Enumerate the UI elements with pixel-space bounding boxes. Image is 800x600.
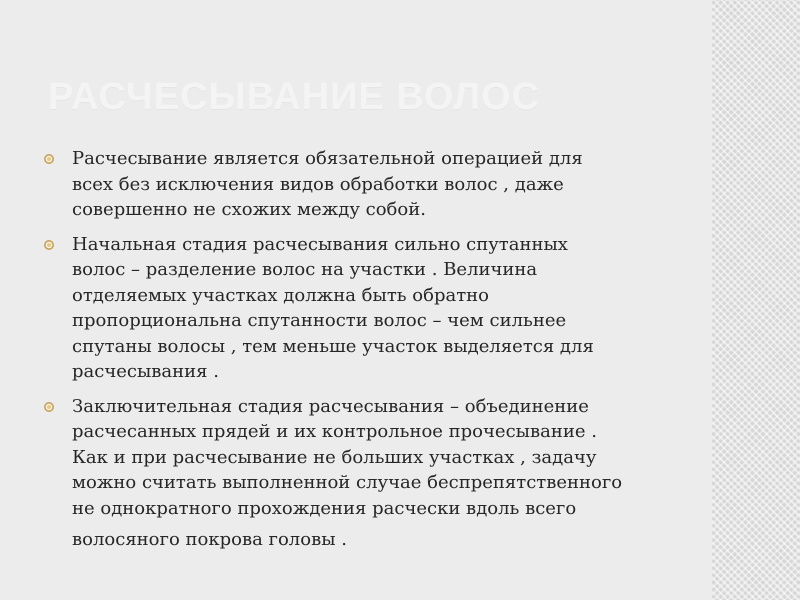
bullet-line: не однократного прохождения расчески вдоль всего (72, 497, 577, 519)
bullet-item (42, 232, 702, 385)
bullet-line: расчесанных прядей и их контрольное прочесывание . (72, 421, 597, 442)
bullet-list (42, 146, 702, 562)
bullet-line: спутаны волосы , тем меньше участок выделяется для (72, 335, 594, 357)
circle-bullet-icon (44, 240, 54, 250)
circle-bullet-icon (44, 154, 54, 164)
bullet-line: Расчесывание является обязательной операцией для (72, 148, 583, 169)
bullet-line: расчесывания . (72, 361, 219, 382)
bullet-line: Начальная стадия расчесывания сильно спутанных (72, 233, 568, 255)
circle-bullet-icon (44, 402, 54, 412)
bullet-line: пропорциональна спутанности волос – чем сильнее (72, 310, 567, 331)
bullet-line: можно считать выполненной случае беспрепятственного (72, 472, 623, 493)
bullet-item (42, 146, 702, 223)
bullet-item (42, 394, 702, 553)
bullet-line: Как и при расчесывание не больших участках , задачу (72, 446, 597, 468)
slide-title: РАСЧЕСЫВАНИЕ ВОЛОС (48, 76, 541, 118)
bullet-line: совершенно не схожих между собой. (72, 199, 426, 220)
bullet-line: волос – разделение волос на участки . Величина (72, 259, 538, 280)
decorative-side-band (712, 0, 800, 600)
bullet-line: всех без исключения видов обработки волос , даже (72, 173, 564, 195)
bullet-line: отделяемых участках должна быть обратно (72, 284, 490, 306)
bullet-line: волосяного покрова головы . (72, 529, 347, 550)
bullet-line: Заключительная стадия расчесывания – объединение (72, 395, 589, 417)
